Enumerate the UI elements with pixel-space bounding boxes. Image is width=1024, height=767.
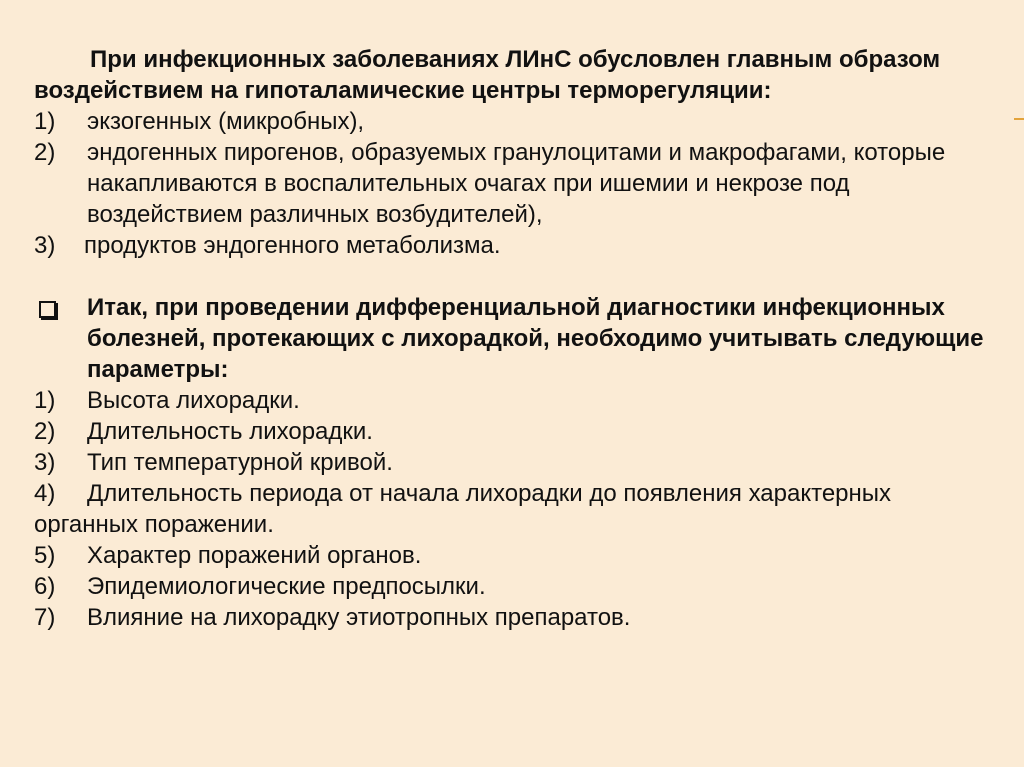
checkbox-bullet-icon [34,292,87,323]
list1-item-2 [34,137,994,230]
intro-paragraph: При инфекционных заболеваниях ЛИнС обусловлен главным образом воздействием на гипоталамические центры терморегуляции: [34,46,941,104]
list2-item-2-text: Длительность лихорадки. [87,418,373,445]
list1-item-1 [34,106,994,137]
list2-item-7 [34,602,994,633]
summary-text: Итак, при проведении дифференциальной диагностики инфекционных болезней, протекающих с лихорадкой, необходимо учитывать следующие параметры: [87,294,984,383]
list1-item-3-number: 3) [34,232,56,259]
list2-item-6-number: 6) [34,573,56,600]
list2-item-7-number: 7) [34,604,56,631]
list2-item-5-text: Характер поражений органов. [87,542,422,569]
slide-content [34,44,994,633]
list2-item-1-text: Высота лихорадки. [87,387,300,414]
list2-item-3-text: Тип температурной кривой. [87,449,393,476]
list1-item-1-number: 1) [34,108,56,135]
accent-line [1014,118,1024,120]
list2-item-6-text: Эпидемиологические предпосылки. [87,573,486,600]
summary-paragraph [34,292,994,385]
list2-item-1 [34,385,994,416]
list2-item-7-text: Влияние на лихорадку этиотропных препаратов. [87,604,631,631]
list2-item-3 [34,447,994,478]
list1-item-2-number: 2) [34,139,56,166]
list2-item-4-text: Длительность периода от начала лихорадки до появления характерных органных поражении. [34,480,892,538]
list1-item-2-text: эндогенных пирогенов, образуемых гранулоцитами и макрофагами, которые накапливаются в воспалительных очагах при ишемии и некрозе под воздействием различных возбудителей), [87,139,946,228]
list2-item-3-number: 3) [34,449,56,476]
list2-item-2-number: 2) [34,418,56,445]
spacer [34,261,994,292]
list2-item-5-number: 5) [34,542,56,569]
list2-item-4 [34,478,994,540]
list2-item-4-number: 4) [34,480,56,507]
list1-item-1-text: экзогенных (микробных), [87,108,365,135]
list2-item-5 [34,540,994,571]
list2-item-2 [34,416,994,447]
list2-item-6 [34,571,994,602]
list1-item-3-text: продуктов эндогенного метаболизма. [84,232,501,259]
list2-item-1-number: 1) [34,387,56,414]
list1-item-3 [34,230,994,261]
